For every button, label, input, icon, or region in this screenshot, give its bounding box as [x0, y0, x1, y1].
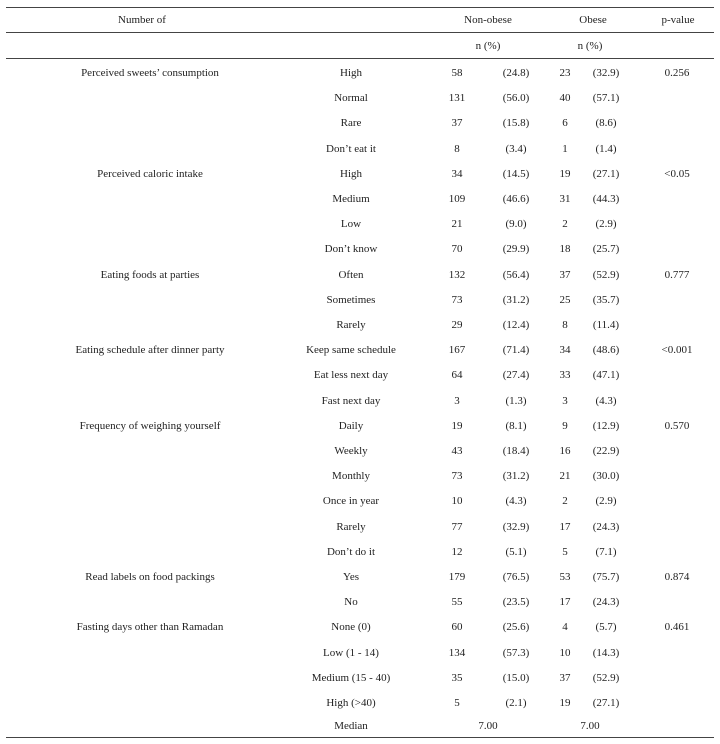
obese-pct: (24.3) — [592, 596, 620, 609]
header-number-of: Number of — [118, 14, 166, 26]
non-obese-n: 12 — [451, 545, 463, 558]
non-obese-n: 109 — [448, 193, 466, 205]
non-obese-n: 167 — [448, 344, 466, 357]
group-label: Read labels on food packings — [85, 571, 215, 583]
header-bottom-rule — [6, 58, 714, 59]
category-label: High (>40) — [326, 697, 376, 709]
header-obese: Obese — [579, 14, 607, 26]
obese-n: 4 — [562, 621, 568, 634]
non-obese-n: 43 — [451, 445, 463, 457]
category-label: Rare — [340, 117, 362, 130]
header-divider-rule — [6, 32, 714, 33]
p-value: <0.05 — [664, 167, 690, 180]
group-label: Eating foods at parties — [100, 268, 200, 281]
non-obese-n: 131 — [448, 92, 466, 105]
table-top-rule — [6, 7, 714, 8]
non-obese-pct: (15.0) — [502, 671, 530, 684]
median-obese: 7.00 — [580, 720, 600, 732]
non-obese-n: 70 — [451, 243, 463, 256]
non-obese-n: 35 — [451, 671, 463, 684]
obese-n: 10 — [559, 646, 571, 659]
non-obese-n: 34 — [451, 167, 463, 180]
non-obese-pct: (14.5) — [502, 167, 530, 180]
category-label: Normal — [334, 92, 368, 105]
header-p-value: p-value — [661, 14, 695, 26]
obese-n: 17 — [559, 520, 571, 533]
obese-n: 21 — [559, 470, 571, 483]
non-obese-pct: (23.5) — [502, 596, 530, 609]
category-label: Keep same schedule — [306, 344, 396, 357]
non-obese-n: 21 — [451, 218, 463, 231]
obese-n: 25 — [559, 293, 571, 306]
obese-n: 37 — [559, 671, 571, 684]
obese-pct: (57.1) — [592, 92, 620, 105]
non-obese-pct: (9.0) — [505, 218, 527, 231]
category-label: Once in year — [322, 495, 380, 508]
header-n-pct-non-obese: n (%) — [475, 40, 501, 52]
obese-n: 17 — [559, 596, 571, 609]
category-label: Monthly — [332, 470, 370, 483]
p-value: 0.461 — [664, 621, 690, 634]
p-value: <0.001 — [661, 344, 693, 357]
non-obese-pct: (32.9) — [502, 520, 530, 533]
category-label: Low (1 - 14) — [323, 646, 379, 659]
obese-pct: (44.3) — [592, 193, 620, 205]
obese-pct: (48.6) — [592, 344, 620, 357]
obese-n: 33 — [559, 369, 571, 382]
obese-n: 19 — [559, 697, 571, 709]
category-label: Medium — [332, 193, 370, 205]
non-obese-n: 64 — [451, 369, 463, 382]
obese-pct: (7.1) — [595, 545, 617, 558]
median-non-obese: 7.00 — [478, 720, 498, 732]
non-obese-pct: (8.1) — [505, 419, 527, 432]
obese-n: 23 — [559, 67, 571, 79]
obese-pct: (22.9) — [592, 445, 620, 457]
obese-pct: (2.9) — [595, 495, 617, 508]
non-obese-n: 77 — [451, 520, 463, 533]
non-obese-pct: (15.8) — [502, 117, 530, 130]
non-obese-pct: (2.1) — [505, 697, 527, 709]
non-obese-pct: (71.4) — [502, 344, 530, 357]
group-label: Perceived sweets’ consumption — [81, 67, 219, 79]
obese-pct: (5.7) — [595, 621, 617, 634]
obese-n: 8 — [562, 319, 568, 331]
category-label: Fast next day — [321, 394, 381, 407]
p-value: 0.874 — [664, 571, 690, 583]
obese-n: 1 — [562, 142, 568, 155]
non-obese-n: 73 — [451, 470, 463, 483]
table-bottom-rule — [6, 737, 714, 738]
non-obese-n: 29 — [451, 319, 463, 331]
obese-pct: (14.3) — [592, 646, 620, 659]
category-label: Sometimes — [326, 293, 376, 306]
non-obese-pct: (29.9) — [502, 243, 530, 256]
obese-pct: (27.1) — [592, 697, 620, 709]
obese-pct: (11.4) — [592, 319, 620, 331]
obese-n: 2 — [562, 218, 568, 231]
obese-n: 2 — [562, 495, 568, 508]
category-label: Don’t do it — [326, 545, 376, 558]
obese-pct: (24.3) — [592, 520, 620, 533]
category-label: Low — [340, 218, 362, 231]
category-label: Don’t know — [324, 243, 378, 256]
obese-n: 16 — [559, 445, 571, 457]
category-label: Don’t eat it — [326, 142, 376, 155]
non-obese-pct: (5.1) — [505, 545, 527, 558]
non-obese-pct: (25.6) — [502, 621, 530, 634]
non-obese-n: 10 — [451, 495, 463, 508]
obese-n: 18 — [559, 243, 571, 256]
non-obese-n: 73 — [451, 293, 463, 306]
obese-pct: (35.7) — [592, 293, 620, 306]
non-obese-n: 8 — [454, 142, 460, 155]
non-obese-pct: (24.8) — [502, 67, 530, 79]
non-obese-pct: (56.4) — [502, 268, 530, 281]
obese-pct: (25.7) — [592, 243, 620, 256]
non-obese-pct: (1.3) — [505, 394, 527, 407]
non-obese-n: 58 — [451, 67, 463, 79]
obese-pct: (12.9) — [592, 419, 620, 432]
obese-n: 3 — [562, 394, 568, 407]
non-obese-n: 5 — [454, 697, 460, 709]
obese-n: 37 — [559, 268, 571, 281]
obese-pct: (1.4) — [595, 142, 617, 155]
non-obese-pct: (57.3) — [502, 646, 530, 659]
non-obese-pct: (76.5) — [502, 571, 530, 583]
category-label: Eat less next day — [313, 369, 389, 382]
non-obese-n: 55 — [451, 596, 463, 609]
non-obese-pct: (27.4) — [502, 369, 530, 382]
non-obese-n: 60 — [451, 621, 463, 634]
obese-pct: (8.6) — [595, 117, 617, 130]
non-obese-pct: (4.3) — [505, 495, 527, 508]
category-label: Weekly — [334, 445, 368, 457]
obese-pct: (47.1) — [592, 369, 620, 382]
non-obese-pct: (46.6) — [502, 193, 530, 205]
non-obese-pct: (31.2) — [502, 470, 530, 483]
header-non-obese: Non-obese — [464, 14, 512, 26]
non-obese-pct: (3.4) — [505, 142, 527, 155]
category-label: Medium (15 - 40) — [311, 671, 391, 684]
obese-pct: (30.0) — [592, 470, 620, 483]
non-obese-n: 132 — [448, 268, 466, 281]
obese-n: 6 — [562, 117, 568, 130]
p-value: 0.256 — [664, 67, 690, 79]
category-label: Rarely — [336, 319, 366, 331]
obese-pct: (4.3) — [595, 394, 617, 407]
obese-n: 34 — [559, 344, 571, 357]
header-n-pct-obese: n (%) — [577, 40, 603, 52]
obese-pct: (2.9) — [595, 218, 617, 231]
non-obese-pct: (56.0) — [502, 92, 530, 105]
non-obese-n: 19 — [451, 419, 463, 432]
non-obese-pct: (18.4) — [502, 445, 530, 457]
category-label: Daily — [338, 419, 364, 432]
category-label: Yes — [342, 571, 360, 583]
p-value: 0.570 — [664, 419, 690, 432]
group-label: Eating schedule after dinner party — [75, 344, 225, 357]
non-obese-n: 134 — [448, 646, 466, 659]
obese-pct: (52.9) — [592, 671, 620, 684]
obese-pct: (27.1) — [592, 167, 620, 180]
obese-pct: (75.7) — [592, 571, 620, 583]
non-obese-pct: (12.4) — [502, 319, 530, 331]
obese-n: 5 — [562, 545, 568, 558]
obese-n: 9 — [562, 419, 568, 432]
non-obese-n: 179 — [448, 571, 466, 583]
category-label: High — [340, 67, 362, 79]
category-label: Often — [338, 268, 364, 281]
group-label: Perceived caloric intake — [97, 167, 203, 180]
non-obese-n: 37 — [451, 117, 463, 130]
obese-pct: (32.9) — [592, 67, 620, 79]
p-value: 0.777 — [664, 268, 690, 281]
category-label: No — [344, 596, 358, 609]
median-label: Median — [334, 720, 368, 732]
group-label: Frequency of weighing yourself — [79, 419, 221, 432]
non-obese-pct: (31.2) — [502, 293, 530, 306]
obese-pct: (52.9) — [592, 268, 620, 281]
non-obese-n: 3 — [454, 394, 460, 407]
category-label: None (0) — [331, 621, 371, 634]
obese-n: 53 — [559, 571, 571, 583]
category-label: Rarely — [336, 520, 366, 533]
group-label: Fasting days other than Ramadan — [76, 621, 224, 634]
obese-n: 31 — [559, 193, 571, 205]
obese-n: 19 — [559, 167, 571, 180]
category-label: High — [340, 167, 362, 180]
obese-n: 40 — [559, 92, 571, 105]
